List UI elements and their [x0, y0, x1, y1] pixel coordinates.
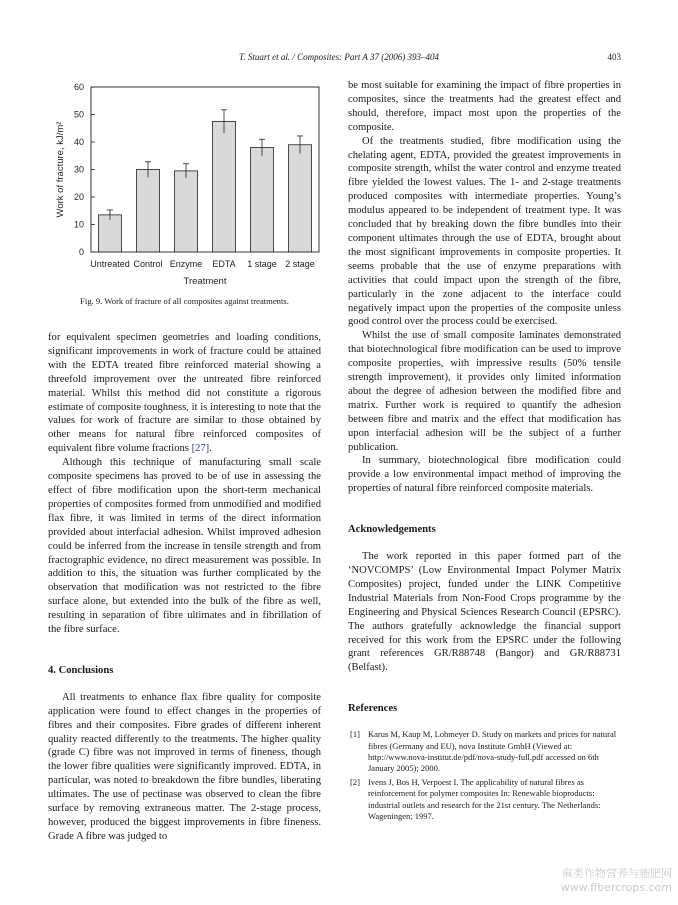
bar-control	[137, 170, 160, 253]
acknowledgements-heading: Acknowledgements	[348, 524, 436, 536]
x-tick-label: Untreated	[90, 259, 130, 269]
watermark-line-2: www.fibercrops.com	[560, 881, 672, 894]
left-paragraph-2: Although this technique of manufacturing small scale composite specimens has proved to be of use in assessing the effect of fibre modification upon the short-term mechanical properties of composites formed from unmodified and modified flax fibre, it was limited in terms of the direct information provided about interfacial adhesion. Whilst improved adhesion could be inferred from the increase in tensile strength and from fractographic evidence, no direct measurement was possible. In addition to this, the situation was further complicated by the observation that modification was not restricted to the fibre surface alone, but extended into the bulk of the fibre as well, resulting in separation of fibre ultimates and in fibrillation of the fibre surface.	[48, 457, 321, 636]
x-tick-label: Enzyme	[169, 259, 203, 269]
y-tick-label: 40	[73, 137, 84, 147]
reference-number: [2]	[350, 776, 360, 787]
y-tick-label: 50	[73, 109, 84, 120]
left-paragraph-1-text: for equivalent specimen geometries and loading conditions, significant improvements in work of fracture could be attained with the EDTA treated fibre reinforced material showing a threefold improvement over the untreated fibre reinforced material. Whilst this method did not constitute a rigorous estimate of composite toughness, it is interesting to note that the values for work of fracture are similar to those obtained by other means for natural fibre reinforced composites of equivalent fibre volume fractions	[48, 332, 321, 455]
x-tick-label: 1 stage	[247, 259, 277, 269]
watermark	[561, 867, 672, 895]
left-column	[48, 331, 321, 844]
left-paragraph-3: All treatments to enhance flax fibre quality for composite application were found to effect changes in the properties of fibres and their composites. Fibre grades of different inherent quality reacted differently to the treatments. The higher quality (grade C) fibre was not improved in terms of fineness, though the lower fibre qualities were significantly improved. EDTA, in particular, was noted to breakdown the fibre bundles, liberating ultimates. The use of pectinase was observed to clean the fibre surface by removing extraneous matter. The 2-stage process, however, produced the biggest improvements in fibre fineness. Grade A fibre was judged to	[48, 691, 321, 842]
reference-1	[348, 729, 621, 775]
y-tick-label: 20	[73, 192, 84, 202]
work-of-fracture-chart	[48, 72, 321, 287]
right-column	[348, 79, 621, 824]
bar-edta	[213, 121, 236, 252]
bar-1-stage	[251, 148, 274, 253]
x-tick-label: Control	[133, 259, 163, 269]
bar-untreated	[99, 215, 122, 252]
y-tick-label: 30	[73, 164, 84, 175]
citation-27[interactable]: [27]	[191, 443, 210, 455]
right-paragraph-4: In summary, biotechnological fibre modification could provide a low environmental impact method of improving the properties of natural fibre reinforced composite materials.	[348, 455, 621, 495]
running-header	[0, 52, 678, 66]
reference-link[interactable]: http://www.nova-institut.de/pdf/nova-study-full.pdf	[368, 751, 544, 762]
bar-2-stage	[289, 145, 312, 252]
bar-enzyme	[175, 171, 198, 252]
left-paragraph-1: for equivalent specimen geometries and loading conditions, significant improvements in work of fracture could be attained with the EDTA treated fibre reinforced material showing a threefold improvement over the untreated fibre reinforced material. Whilst this method did not constitute a rigorous estimate of composite toughness, it is interesting to note that the values for work of fracture are similar to those obtained by other means for natural fibre reinforced composites of equivalent fibre volume fractions [27].	[48, 332, 321, 455]
reference-list	[348, 729, 621, 822]
reference-text-end: accessed on 6th January 2005); 2000.	[368, 751, 599, 774]
acknowledgements-text: The work reported in this paper formed part of the ‘NOVCOMPS’ (Low Environmental Impact Polymer Matrix Composites) project, funded under the LINK Competitive Industrial Materials from Non-Food Crops programme by the Engineering and Physical Sciences Research Council (EPSRC). The authors gratefully acknowledge the financial support received for this work from the EPSRC under the following grant references GR/R88748 (Bangor) and GR/R88731 (Belfast).	[348, 551, 621, 674]
x-axis-label: Treatment	[183, 276, 227, 287]
y-axis-label: Work of fracture, kJ/m²	[55, 121, 66, 218]
figure-caption: Fig. 9. Work of fracture of all composites against treatments.	[80, 296, 289, 306]
right-paragraph-2: Of the treatments studied, fibre modification using the chelating agent, EDTA, provided the greatest improvements in composite strength, whilst the water control and enzyme treated fibre yielded the lowest values. The 1- and 2-stage treatments produced composites with intermediate properties. Young’s modulus appeared to be independent of treatment type. It was concluded that by breaking down the fibre bundles into their component ultimates through the use of EDTA, brought about the most significant improvements in composite properties. It seems probable that the use of enzyme preparations with activities that could impact upon the strength of the fibre, particularly in the zone adjacent to the interface could negatively impact upon the properties of the composite unless good control over the process could be exercised.	[348, 135, 621, 328]
reference-text: Karus M, Kaup M, Lohmeyer D. Study on markets and prices for natural fibres (Germany and EU), nova Institute GmbH (Viewed at:	[368, 729, 617, 751]
y-tick-label: 0	[78, 247, 84, 257]
x-tick-label: EDTA	[212, 259, 236, 269]
y-tick-label: 60	[73, 82, 84, 92]
figure-9	[48, 72, 321, 317]
watermark-line-1: 麻类作物营养与施肥网	[562, 867, 672, 880]
plot-frame	[91, 87, 319, 252]
reference-2	[348, 777, 621, 823]
reference-text: Ivens J, Bos H, Verpoest I. The applicability of natural fibres as reinforcement for polymer composites In: Renewable bioproducts: industrial outlets and research for the 21st century. The Netherlands: Wageningen; 1997.	[368, 776, 601, 821]
page-number: 403	[607, 52, 621, 62]
conclusions-heading: 4. Conclusions	[48, 664, 114, 676]
journal-citation: T. Stuart et al. / Composites: Part A 37 (2006) 393–404	[238, 52, 439, 62]
reference-number: [1]	[350, 729, 360, 740]
y-tick-label: 10	[73, 219, 84, 230]
right-paragraph-3: Whilst the use of small composite laminates demonstrated that biotechnological fibre modification can be used to improve composite properties, with impressive results (50% tensile strength improvement), it provides only limited information about the degree of adhesion between the modified fibre and matrix. Further work is required to quantify the adhesion between fibre and matrix and the effect that modification has upon interfacial adhesion will be the subject of a further publication.	[348, 330, 621, 453]
references-heading: References	[348, 703, 398, 715]
right-paragraph-1: be most suitable for examining the impact of fibre properties in composites, since the treatments had the greatest effect and should, therefore, impact most upon the properties of the composite.	[348, 80, 621, 133]
x-tick-label: 2 stage	[285, 259, 315, 269]
